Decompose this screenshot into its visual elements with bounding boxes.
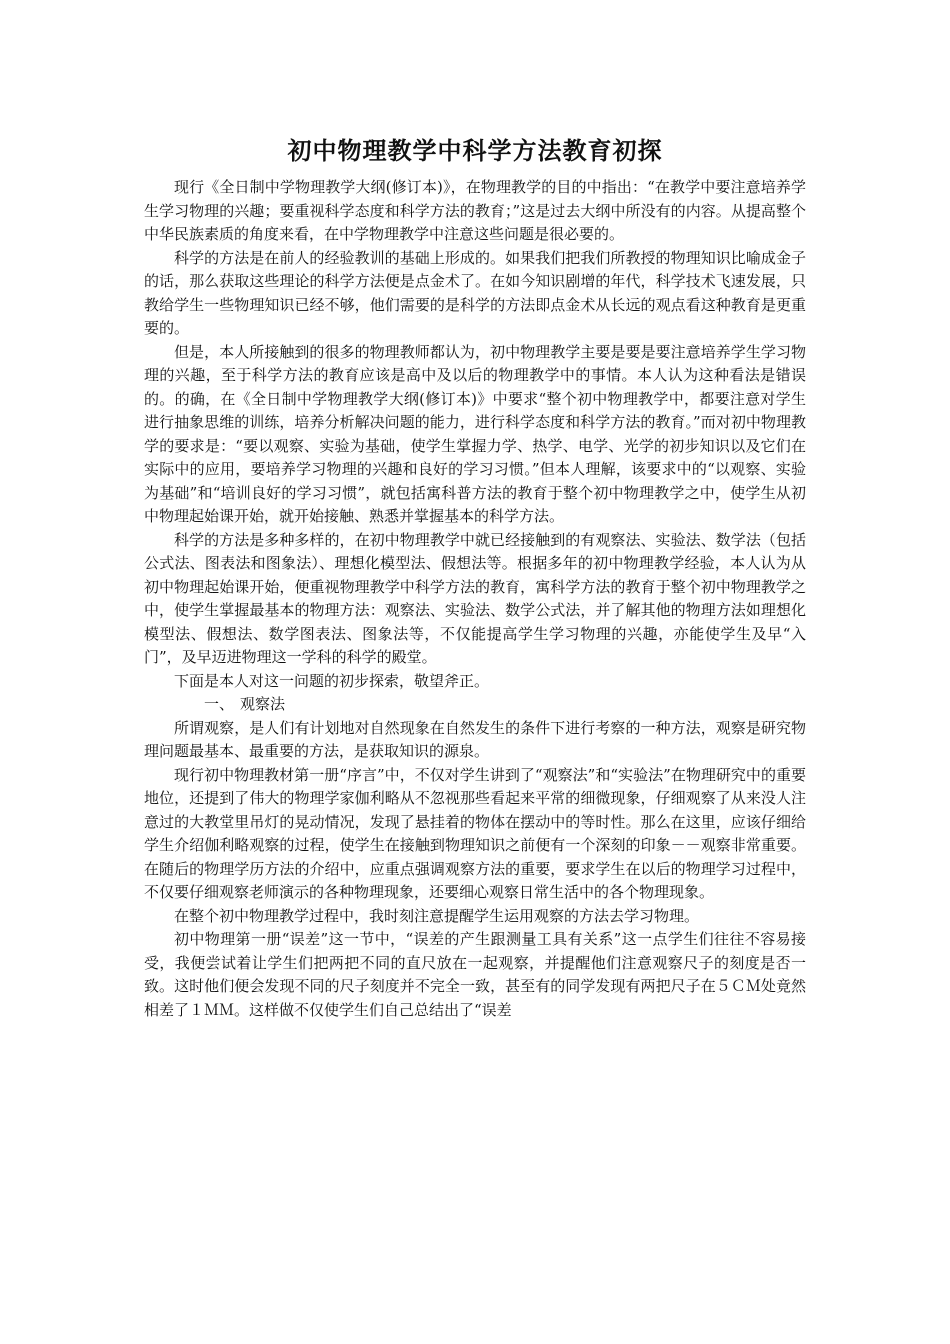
section-number: 一、 xyxy=(204,695,235,713)
paragraph: 科学的方法是在前人的经验教训的基础上形成的。如果我们把我们所教授的物理知识比喻成金子的话，那么获取这些理论的科学方法便是点金术了。在如今知识剧增的年代，科学技术飞速发展，只教给学生一些物理知识已经不够，他们需要的是科学的方法即点金术从长远的观点看这种教育是更重要的。 xyxy=(144,248,806,337)
paragraph: 初中物理第一册“误差”这一节中，“误差的产生跟测量工具有关系”这一点学生们往往不容易接受，我便尝试着让学生们把两把不同的直尺放在一起观察，并提醒他们注意观察尺子的刻度是否一致。这时他们便会发现不同的尺子刻度并不完全一致，甚至有的同学发现有两把尺子在５ＣＭ处竟然相差了１ＭＭ。这样做不仅使学生们自己总结出了“误差 xyxy=(144,930,806,1019)
paragraph: 但是，本人所接触到的很多的物理教师都认为，初中物理教学主要是要是要注意培养学生学习物理的兴趣，至于科学方法的教育应该是高中及以后的物理教学中的事情。本人认为这种看法是错误的。的确，在《全日制中学物理教学大纲(修订本)》中要求“整个初中物理教学中，都要注意对学生进行抽象思维的训练，培养分析解决问题的能力，进行科学态度和科学方法的教育。”而对初中物理教学的要求是：“要以观察、实验为基础，使学生掌握力学、热学、电学、光学的初步知识以及它们在实际中的应用，要培养学习物理的兴趣和良好的学习习惯。”但本人理解，该要求中的“以观察、实验为基础”和“培训良好的学习习惯”，就包括寓科普方法的教育于整个初中物理教学之中，使学生从初中物理起始课开始，就开始接触、熟悉并掌握基本的科学方法。 xyxy=(144,342,806,525)
section-heading xyxy=(144,693,806,717)
paragraph: 现行初中物理教材第一册“序言”中，不仅对学生讲到了“观察法”和“实验法”在物理研究中的重要地位，还提到了伟大的物理学家伽利略从不忽视那些看起来平常的细微现象，仔细观察了从来没人注意过的大教堂里吊灯的晃动情况，发现了悬挂着的物体在摆动中的等时性。那么在这里，应该仔细给学生介绍伽利略观察的过程，使学生在接触到物理知识之前便有一个深刻的印象－－观察非常重要。在随后的物理学历方法的介绍中，应重点强调观察方法的重要，要求学生在以后的物理学习过程中，不仅要仔细观察老师演示的各种物理现象，还要细心观察日常生活中的各个物理现象。 xyxy=(144,765,806,901)
paragraph: 所谓观察，是人们有计划地对自然现象在自然发生的条件下进行考察的一种方法，观察是研究物理问题最基本、最重要的方法，是获取知识的源泉。 xyxy=(144,718,806,760)
document-body xyxy=(144,176,806,1022)
paragraph: 下面是本人对这一问题的初步探索，敬望斧正。 xyxy=(174,671,490,690)
section-heading-text: 观察法 xyxy=(240,695,286,713)
paragraph: 科学的方法是多种多样的，在初中物理教学中就已经接触到的有观察法、实验法、数学法（包括公式法、图表法和图象法）、理想化模型法、假想法等。根据多年的初中物理教学经验，本人认为从初中物理起始课开始，便重视物理教学中科学方法的教育，寓科学方法的教育于整个初中物理教学之中，使学生掌握最基本的物理方法：观察法、实验法、数学公式法，并了解其他的物理方法如理想化模型法、假想法、数学图表法、图象法等，不仅能提高学生学习物理的兴趣，亦能使学生及早“入门”，及早迈进物理这一学科的科学的殿堂。 xyxy=(144,530,806,666)
paragraph: 在整个初中物理教学过程中，我时刻注意提醒学生运用观察的方法去学习物理。 xyxy=(174,906,700,925)
paragraph: 现行《全日制中学物理教学大纲(修订本)》，在物理教学的目的中指出：“在教学中要注意培养学生学习物理的兴趣；要重视科学态度和科学方法的教育；”这是过去大纲中所没有的内容。从提高整个中华民族素质的角度来看，在中学物理教学中注意这些问题是很必要的。 xyxy=(144,178,806,243)
document-title: 初中物理教学中科学方法教育初探 xyxy=(287,136,663,165)
